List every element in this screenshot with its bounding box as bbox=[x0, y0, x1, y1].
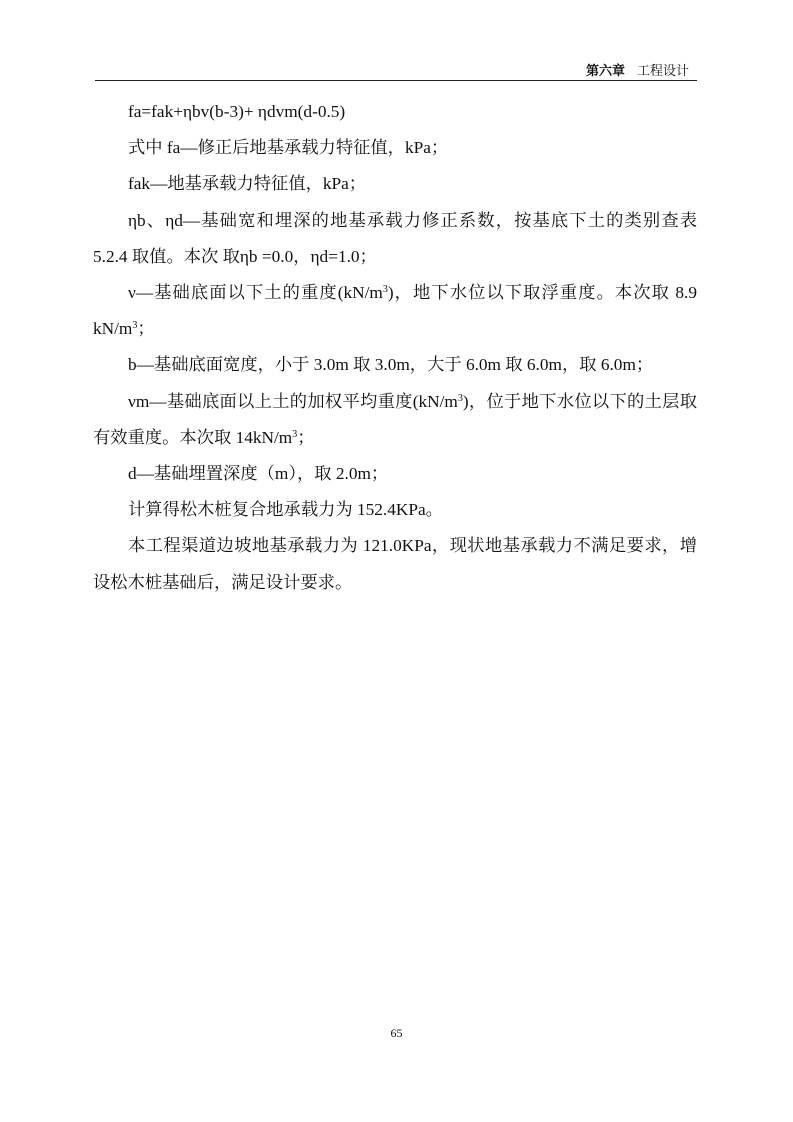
chapter-label: 第六章 bbox=[585, 64, 625, 79]
v-text-middle: )，地下水位以下取浮重度。本次取 8.9 kN/m bbox=[93, 283, 697, 339]
paragraph-conclusion: 本工程渠道边坡地基承载力为 121.0KPa，现状地基承载力不满足要求，增设松木桩基础后，满足设计要求。 bbox=[93, 536, 697, 592]
v-superscript-2: 3 bbox=[132, 320, 138, 332]
paragraph-vm-weighted-weight bbox=[93, 384, 697, 456]
formula-line: fa=fak+ηbv(b-3)+ ηdvm(d-0.5) bbox=[128, 102, 346, 121]
paragraph-d-depth: d—基础埋置深度（m），取 2.0m； bbox=[128, 464, 389, 484]
chapter-title: 工程设计 bbox=[636, 64, 689, 79]
page-header bbox=[95, 58, 697, 80]
document-body bbox=[93, 94, 697, 601]
paragraph-v-unit-weight bbox=[93, 275, 697, 347]
header-divider bbox=[95, 80, 697, 81]
vm-superscript-2: 3 bbox=[292, 428, 298, 440]
paragraph-eta-coefficients: ηb、ηd—基础宽和埋深的地基承载力修正系数，按基底下土的类别查表 5.2.4 取值。本次 取ηb =0.0，ηd=1.0； bbox=[93, 210, 697, 266]
v-superscript: 3 bbox=[382, 284, 388, 296]
header-text bbox=[586, 60, 689, 79]
paragraph-result: 计算得松木桩复合地承载力为 152.4KPa。 bbox=[128, 500, 443, 520]
v-text-end: ； bbox=[137, 319, 155, 339]
page-number: 65 bbox=[390, 1026, 403, 1040]
vm-text-start: νm—基础底面以上土的加权平均重度(kN/m bbox=[128, 391, 458, 411]
vm-text-middle: )，位于地下水位以下的土层取有效重度。本次取 14kN/m bbox=[93, 391, 697, 447]
vm-text-end: ； bbox=[297, 427, 315, 447]
v-text-start: ν—基础底面以下土的重度(kN/m bbox=[128, 283, 383, 303]
vm-superscript: 3 bbox=[457, 392, 463, 404]
paragraph-fa-definition: 式中 fa—修正后地基承载力特征值，kPa； bbox=[128, 138, 449, 158]
paragraph-fak-definition: fak—地基承载力特征值，kPa； bbox=[128, 174, 367, 194]
paragraph-b-width: b—基础底面宽度，小于 3.0m 取 3.0m，大于 6.0m 取 6.0m，取 6.0m； bbox=[128, 355, 654, 375]
